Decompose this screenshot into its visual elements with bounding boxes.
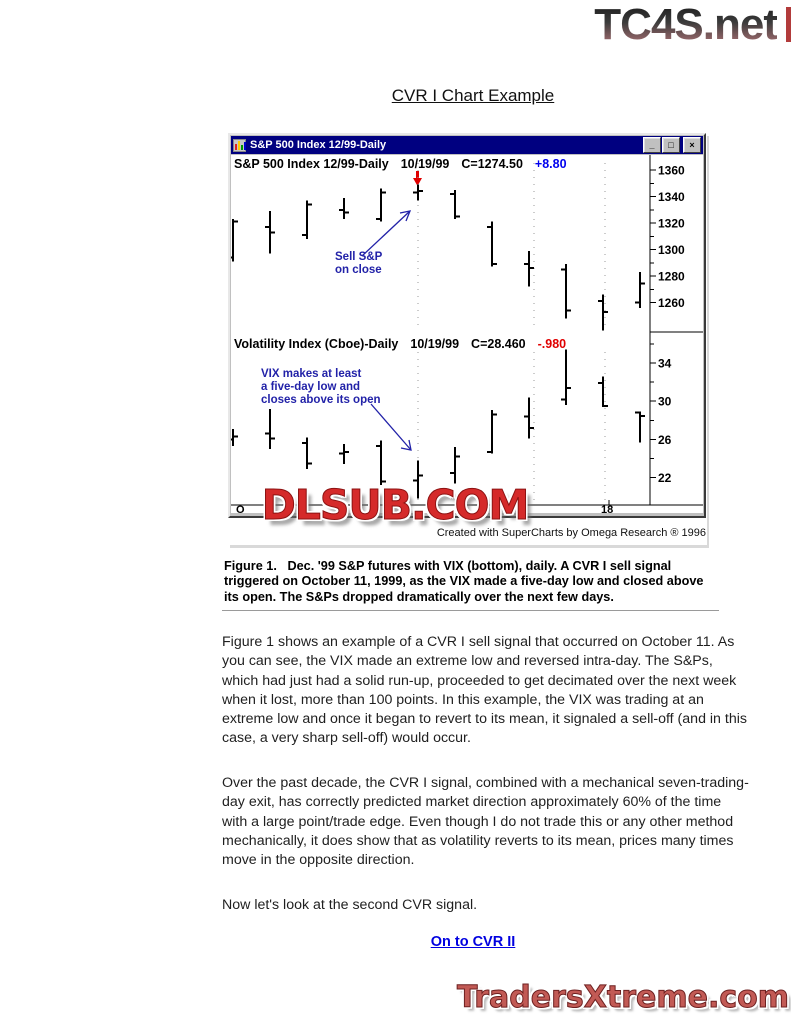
ohlc-bar [450,447,460,483]
chart-figure [228,133,707,545]
ohlc-bar [231,429,238,446]
tradersxtreme-logo: TradersXtreme.com [457,980,789,1015]
sell-annotation: Sell S&P on close [335,251,383,276]
page-title: CVR I Chart Example [391,86,555,105]
supercharts-credit: Created with SuperCharts by Omega Research ® 1996 [436,527,706,539]
body-paragraph-3: Now let's look at the second CVR signal. [222,897,478,913]
logo-red-accent [786,7,791,42]
y-tick-label: 30 [658,394,672,409]
chart-client-area [231,155,703,516]
y-tick-label: 1340 [658,190,685,204]
dlsub-watermark: DLSUB.COM [261,481,529,529]
ohlc-bar [413,185,423,201]
ohlc-bar [598,376,608,407]
ohlc-bar [231,219,238,261]
app-icon[interactable] [233,139,246,152]
ohlc-bar [302,438,312,470]
sp500-close: C=1274.50 [461,157,523,171]
ohlc-bar [598,295,608,331]
y-tick-label: 34 [658,356,672,371]
superchart-window [228,133,706,518]
window-title: S&P 500 Index 12/99-Daily [250,139,387,151]
sp500-change: +8.80 [534,157,567,171]
window-titlebar[interactable] [231,136,703,154]
minimize-button[interactable]: _ [643,137,661,153]
close-button[interactable]: × [683,137,701,153]
ohlc-bar [524,251,534,287]
ohlc-bar [376,440,386,485]
ohlc-bar [635,412,645,443]
ohlc-bar [265,409,275,449]
ohlc-bar [487,410,497,454]
vix-date: 10/19/99 [410,337,460,351]
y-tick-label: 26 [658,432,672,447]
vix-close: C=28.460 [471,337,526,351]
y-tick-label: 1300 [658,243,685,257]
maximize-button[interactable]: □ [662,137,680,153]
ohlc-bar [561,264,571,318]
sell-annotation-arrow-icon [362,211,410,256]
vix-annotation-arrow-icon [371,404,411,450]
body-paragraph-1: Figure 1 shows an example of a CVR I sell signal that occurred on October 11. As you can see, the VIX made an extreme low and reversed intra-day. The S&Ps, which had just had a solid run-up, proceeded to get decimated over the next week when it lost, more than 100 points. In this example, the VIX was trading at an extreme low and once it began to revert to its mean, it signaled a sell-off (and in this case, a very sharp sell-off) would occur. [222,634,747,747]
vix-symbol: Volatility Index (Cboe)-Daily [234,337,399,351]
ohlc-bar [265,211,275,253]
y-tick-label: 1360 [658,163,685,178]
ohlc-bar [376,189,386,222]
vix-panel-header [234,337,566,351]
tc4s-logo: TC4S.net [594,0,777,49]
y-tick-label: 1320 [658,216,685,231]
y-tick-label: 1280 [658,269,685,284]
sp500-panel-header [234,157,567,171]
figure-caption: Figure 1. Dec. '99 S&P futures with VIX (bottom), daily. A CVR I sell signal triggered on October 11, 1999, as the VIX made a five-day low and closed above its open. The S&Ps dropped dramatically over the next few days. [224,559,704,604]
ohlc-bar [302,201,312,239]
chart-canvas [231,155,703,516]
ohlc-bar [524,397,534,438]
ohlc-bar [339,444,349,464]
ohlc-bar [339,198,349,219]
vix-annotation: VIX makes at least a five-day low and closes above its open [261,368,381,406]
ohlc-bar [561,350,571,405]
vix-change: -.980 [537,337,567,351]
sp500-symbol: S&P 500 Index 12/99-Daily [234,157,389,171]
ohlc-bar [487,222,497,267]
body-paragraph-2: Over the past decade, the CVR I signal, combined with a mechanical seven-trading-day exit, has correctly predicted market direction approximately 60% of the time with a large point/trade edge. Even though I do not trade this or any other method mechanically, it does show that as volatility reverts to its mean, prices many times move in the opposite direction. [222,775,749,869]
x-axis-label-18: 18 [601,504,614,516]
x-axis-label-october: O [236,504,245,516]
y-tick-label: 1260 [658,296,685,310]
ohlc-bar [450,190,460,219]
caption-divider [222,610,719,611]
on-to-cvr-ii-link[interactable]: On to CVR II [430,934,516,950]
ohlc-bar [635,272,645,308]
sp500-date: 10/19/99 [400,157,450,171]
sell-signal-arrow-icon [413,171,422,186]
y-tick-label: 22 [658,471,672,486]
